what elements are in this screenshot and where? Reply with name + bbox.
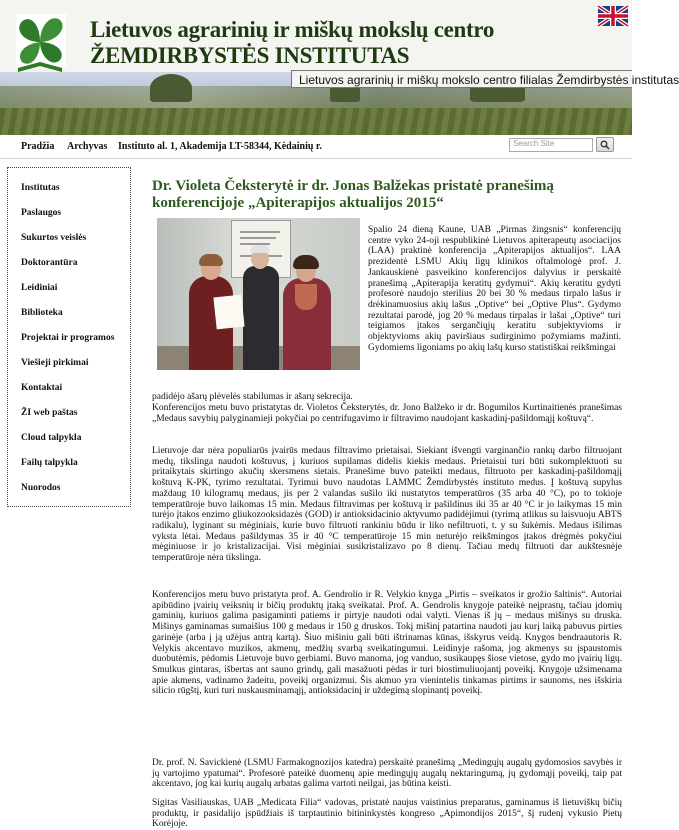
nav-address: Instituto al. 1, Akademija LT-58344, Kėdainių r. <box>118 141 322 152</box>
nav-home[interactable]: Pradžia <box>21 141 55 152</box>
sidebar-item-projektai[interactable]: Projektai ir programos <box>21 333 115 343</box>
sidebar-item-nuorodos[interactable]: Nuorodos <box>21 483 61 493</box>
banner-hills <box>0 86 632 110</box>
clover-book-logo-icon[interactable] <box>10 12 70 74</box>
article-title: Dr. Violeta Čeksterytė ir dr. Jonas Balžekas pristatė pranešimą konferencijoje „Apiterapijos aktualijos 2015“ <box>152 178 554 211</box>
sidebar-item-doktorantura[interactable]: Doktorantūra <box>21 258 78 268</box>
sidebar-item-failu-talpykla[interactable]: Failų talpykla <box>21 458 78 468</box>
sidebar-item-institutas[interactable]: Institutas <box>21 183 60 193</box>
page-title <box>90 17 494 69</box>
subtitle-bar: Lietuvos agrarinių ir miškų mokslo centro filialas Žemdirbystės institutas <box>291 70 632 88</box>
sidebar-item-leidiniai[interactable]: Leidiniai <box>21 283 58 293</box>
article-photo <box>157 218 360 370</box>
sidebar-item-veisles[interactable]: Sukurtos veislės <box>21 233 87 243</box>
sidebar-item-kontaktai[interactable]: Kontaktai <box>21 383 63 393</box>
title-line-2: ŽEMDIRBYSTĖS INSTITUTAS <box>90 43 410 68</box>
banner-tree <box>150 74 192 102</box>
sidebar-item-paslaugos[interactable]: Paslaugos <box>21 208 62 218</box>
magnifier-icon <box>600 140 610 150</box>
banner-field <box>0 108 632 135</box>
sidebar-item-biblioteka[interactable]: Biblioteka <box>21 308 63 318</box>
title-line-1: Lietuvos agrarinių ir miškų mokslų centro <box>90 17 495 42</box>
sidebar-item-web-pastas[interactable]: ŽI web paštas <box>21 408 78 418</box>
search-button[interactable] <box>596 137 614 152</box>
article-paragraph-4: Konferencijos metu buvo pristatyta prof. A. Gendrolio ir R. Velykio knyga „Pirtis – sveikatos ir grožio šaltinis“. Autoriai apibūdino įvairių veiksnių ir bičių produktų įtaką sveikatai. Prof. A. Gendrolis knygoje pateikė neįprastų, tačiau įdomių gaminių, kuriuos galima pasigaminti patiems ir pirtyje naudoti odai valyti. Vienas iš jų – medaus mišinys su druska. Mišinys gaminamas sumaišius 100 g medaus ir 150 g druskos. Tokį mišinį patartina naudoti jau kurį laiką pabuvus pirties garinėje (arba į ją užėjus antrą kartą). Šiuo mišiniu gali būti ištrinamas kūnas, išskyrus veidą. Knygos bendraautoris R. Velykis akcentavo muzikos, akmenų, medžių svarbą sveikatingumui. Leidinyje rašoma, jog akmenys su įspaustomis duobutėmis, pėdomis Lietuvoje buvo gerbiami. Buvo manoma, jog vanduo, susikaupęs šiose vietose, gydo mo įvairių ligų. Smulkus gintaras, išbertas ant sauno grindų, gali masažuoti pėdas ir turi biostimuliuojantį poveikį. Knygoje užsimenama apie akmens, vadinamo žadeitu, poveikį organizmui. Šis akmuo yra vienintelis tinkamas pirtims ir saunoms, nes išskiria silicio rūgštį, kuri turi nuskausminamąjį, antioksidacinį ir uždegimą slopinantį poveikį. <box>152 590 622 697</box>
article-intro-end: padidėjo ašarų plėvelės stabilumas ir ašarų sekrecija. <box>152 392 353 402</box>
article-paragraph-5: Dr. prof. N. Savickienė (LSMU Farmakognozijos katedra) perskaitė pranešimą „Medingųjų augalų gydomosios savybės ir jų vartojimo ypatumai“. Profesorė pateikė duomenų apie medingųjų augalų nektaringumą, jų gydomąjį poveikį, taip pat akcentavo, jog kai kurių augalų arbatas galima vartoti neilgai, jas būtina keisti. <box>152 758 622 790</box>
sidebar-item-pirkimai[interactable]: Viešieji pirkimai <box>21 358 89 368</box>
nav-archive[interactable]: Archyvas <box>67 141 108 152</box>
article-paragraph-2: Konferencijos metu buvo pristatytas dr. Violetos Čeksterytės, dr. Jono Balžeko ir dr. Bogumilos Kurtinaitienės pranešimas „Medaus savybių palyginamieji pokyčiai po centrifugavimo ir filtravimo naudojant kaskadinį-pašildomąjį koštuvą“. <box>152 403 622 424</box>
uk-flag-icon[interactable] <box>598 6 628 26</box>
article-paragraph-6: Sigitas Vasiliauskas, UAB „Medicata Filia“ vadovas, pristatė naujus vaistinius preparatus, gaminamus iš lietuviškų bičių produktų, ir pasidalijo įspūdžiais iš tarptautinio bitininkystės kongreso „Apimondijos 2015“, šį rudenį vykusio Pietų Korėjoje. <box>152 798 622 830</box>
header-banner <box>0 0 679 135</box>
sidebar-menu <box>7 167 131 507</box>
search-input[interactable]: Search Site <box>509 138 593 152</box>
article-paragraph-3: Lietuvoje dar nėra populiarūs įvairūs medaus filtravimo prietaisai. Siekiant išvengti varginančio rankų darbo filtruojant medų, tikslinga naudoti koštuvus, į kuriuos supilamas didelis kiekis medaus. Prietaisui turi būti sukomplektuoti su pritaikytais skirtingo akučių skersmens sietais. Pranešime buvo pateikti medaus, filtruoto per kaskadinį-pašildomąjį koštuvą K-PK, tyrimo rezultatai. Tyrimui buvo naudotas LAMMC Žemdirbystės instituto medus. Į koštuvą supylus maždaug 10 kilogramų medaus, jis per 2 valandas sušilo iki nustatytos temperatūros (35 arba 40 °C), po to tokioje temperatūroje buvo laikomas 15 min. Medaus filtravimas per koštuvą ir pašildinus iki 35 ar 40 °C ir jo laikymas 15 min turėjo įtakos enzimo gliukozooksidazės (GOD) ir antioksidacinio aktyvumo padidėjimui (tyrimą atlikus su laisvuoju ABTS radikalu), lyginant su mėginiais, kurie buvo filtruoti rankiniu būdu ir liko nefiltruoti, t. y su šukėmis. Medaus išilimas vyksta lėtai. Medaus pašildymas 35 ir 40 °C temperatūroje 15 min neturėjo reikšmingos įtakos drėgmės pokyčiui mėginiuose ir jo kristalizacijai. Visi mėginiai susikristalizavo po 8 dienų. Tačiau medų filtruoti dar aukštesnėje temperatūroje nėra tikslinga. <box>152 446 622 564</box>
article-intro: Spalio 24 dieną Kaune, UAB „Pirmas žingsnis“ konferencijų centre vyko 24-oji respublikinė Lietuvos apiterapeutų asociacijos (LAA) praktinė konferencija „Apiterapijos aktualijos“. LAA prezidentė LSMU Akių ligų klinikos oftalmologė prof. J. Jankauskienė pasveikino konferencijos dalyvius ir perskaitė pranešimą „Apiterapija keratitų gydymui“. Akių keratitu gydyti profesorė naudojo sterilius 20 bei 30 % medaus tirpalo lašus ir drėkinamuosius akių lašus „Optive“ bei „Optive Plus“. Gydymo rezultatai parodė, jog 20 % medaus tirpalas ir lašai „Optive“ turi teigiamos įtakos sergančiųjų keratitu subjektyvioms ir objektyvioms akių paviršiaus sudirginimo požymiams mažinti. Gydomiems ligoniams po akių lašų kurso statistiškai reikšmingai <box>368 225 621 353</box>
nav-divider <box>0 158 632 159</box>
sidebar-item-cloud[interactable]: Cloud talpykla <box>21 433 82 443</box>
